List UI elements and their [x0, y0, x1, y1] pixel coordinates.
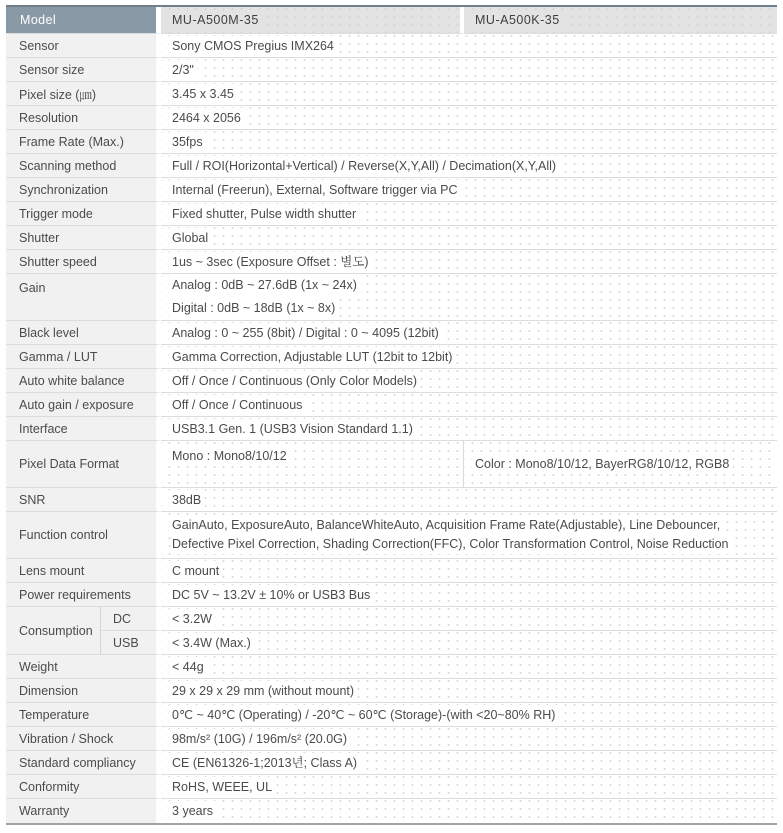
row-label — [6, 417, 161, 441]
row-label — [6, 655, 161, 679]
row-value-text: Sony CMOS Pregius IMX264 — [172, 38, 334, 53]
row-value-text: Color : Mono8/10/12, BayerRG8/10/12, RGB8 — [475, 457, 730, 471]
row-value — [161, 369, 777, 393]
row-label-text: Pixel size (㎛) — [19, 87, 97, 102]
row-label — [6, 345, 161, 369]
row-value-text: Off / Once / Continuous (Only Color Models) — [172, 373, 418, 388]
row-value-text: 2/3" — [172, 62, 194, 77]
row-value-text: < 44g — [172, 659, 204, 674]
spec-row — [6, 154, 777, 178]
row-value-text: 1us ~ 3sec (Exposure Offset : 별도) — [172, 254, 369, 269]
row-value — [161, 751, 777, 775]
row-label — [6, 488, 161, 512]
row-label-text: Vibration / Shock — [19, 731, 114, 746]
row-sublabel — [101, 607, 161, 631]
spec-row — [6, 106, 777, 130]
spec-row — [6, 583, 777, 607]
model-header-label — [6, 7, 161, 34]
row-value — [161, 417, 777, 441]
spec-row — [6, 369, 777, 393]
model-header-row — [6, 7, 777, 34]
row-label-text: Synchronization — [19, 182, 108, 197]
row-label-text: Sensor size — [19, 62, 85, 77]
row-value-text: 38dB — [172, 492, 202, 507]
spec-row — [6, 775, 777, 799]
row-value-text: CE (EN61326-1;2013년; Class A) — [172, 755, 358, 770]
row-value-text: C mount — [172, 563, 220, 578]
row-sublabel — [101, 631, 161, 655]
row-label-text: Auto gain / exposure — [19, 397, 134, 412]
spec-row — [6, 178, 777, 202]
row-value-text: Digital : 0dB ~ 18dB (1x ~ 8x) — [172, 301, 336, 315]
row-value-text: 98m/s² (10G) / 196m/s² (20.0G) — [172, 731, 348, 746]
spec-row — [6, 58, 777, 82]
row-value — [161, 154, 777, 178]
row-label — [6, 250, 161, 274]
value-line — [172, 274, 773, 297]
row-label-text: Lens mount — [19, 563, 85, 578]
row-value-text: 3.45 x 3.45 — [172, 86, 234, 101]
row-label-text: Function control — [19, 528, 108, 542]
row-sublabel-text: USB — [113, 635, 139, 650]
row-value — [161, 321, 777, 345]
spec-row — [6, 82, 777, 106]
row-value-text: Mono : Mono8/10/12 — [172, 449, 287, 463]
row-label-text: SNR — [19, 492, 46, 507]
row-label — [6, 154, 161, 178]
row-value-left — [161, 441, 464, 488]
row-value-right — [464, 441, 777, 488]
row-label-text: Frame Rate (Max.) — [19, 134, 124, 149]
spec-row — [6, 703, 777, 727]
row-value-text: 2464 x 2056 — [172, 110, 241, 125]
spec-row — [6, 512, 777, 559]
row-label — [6, 202, 161, 226]
row-value-text: < 3.2W — [172, 611, 212, 626]
row-value — [161, 799, 777, 823]
row-label — [6, 441, 161, 488]
row-label-text: Power requirements — [19, 587, 131, 602]
row-label — [6, 369, 161, 393]
spec-row — [6, 250, 777, 274]
spec-row — [6, 274, 777, 321]
row-label — [6, 799, 161, 823]
row-value-text: 0℃ ~ 40℃ (Operating) / -20℃ ~ 60℃ (Storage)-(with <20~80% RH) — [172, 707, 556, 722]
row-label — [6, 703, 161, 727]
spec-row — [6, 34, 777, 58]
row-value — [161, 106, 777, 130]
row-value-text: GainAuto, ExposureAuto, BalanceWhiteAuto, Acquisition Frame Rate(Adjustable), Line Debouncer, Defective Pixel Correction, Shading Correction(FFC), Color Transformation Control, Noise Reduction — [172, 518, 729, 551]
row-label-text: Interface — [19, 421, 68, 436]
row-value — [161, 250, 777, 274]
row-value — [161, 130, 777, 154]
row-sublabel-text: DC — [113, 611, 132, 626]
row-label-text: Scanning method — [19, 158, 117, 173]
model-name-color — [464, 7, 777, 34]
row-label — [6, 226, 161, 250]
row-value — [161, 82, 777, 106]
row-value-text: Analog : 0 ~ 255 (8bit) / Digital : 0 ~ 4095 (12bit) — [172, 325, 439, 340]
spec-row — [6, 321, 777, 345]
row-value — [161, 631, 777, 655]
row-label-text: Shutter — [19, 230, 60, 245]
row-label-text: Pixel Data Format — [19, 457, 120, 471]
row-label-text: Resolution — [19, 110, 79, 125]
row-value — [161, 679, 777, 703]
row-label — [6, 775, 161, 799]
spec-row — [6, 799, 777, 823]
model-name-color-text: MU-A500K-35 — [475, 13, 560, 27]
spec-row — [6, 751, 777, 775]
row-value — [161, 655, 777, 679]
model-header-label-text: Model — [20, 13, 57, 27]
spec-row — [6, 441, 777, 488]
row-value — [161, 488, 777, 512]
row-label — [6, 34, 161, 58]
row-label-text: Conformity — [19, 779, 80, 794]
row-value — [161, 345, 777, 369]
spec-row — [6, 679, 777, 703]
row-label-text: Standard compliancy — [19, 755, 136, 770]
row-label — [6, 58, 161, 82]
row-value-text: 3 years — [172, 804, 214, 818]
row-label-text: Dimension — [19, 683, 79, 698]
row-label-text: Black level — [19, 325, 79, 340]
row-value-text: Internal (Freerun), External, Software trigger via PC — [172, 182, 458, 197]
spec-row — [6, 655, 777, 679]
row-label — [6, 727, 161, 751]
row-value-text: Off / Once / Continuous — [172, 397, 303, 412]
row-label — [6, 512, 161, 559]
spec-row — [6, 607, 777, 631]
spec-row — [6, 345, 777, 369]
row-label-text: Temperature — [19, 707, 90, 722]
row-value-text: Gamma Correction, Adjustable LUT (12bit to 12bit) — [172, 349, 453, 364]
row-label-text: Consumption — [19, 623, 93, 638]
spec-row — [6, 130, 777, 154]
row-label — [6, 607, 101, 655]
row-label — [6, 130, 161, 154]
row-label-text: Shutter speed — [19, 254, 97, 269]
row-value — [161, 775, 777, 799]
spec-table — [6, 5, 777, 825]
row-value — [161, 58, 777, 82]
row-label — [6, 559, 161, 583]
row-value-text: 35fps — [172, 134, 203, 149]
row-value-text: DC 5V ~ 13.2V ± 10% or USB3 Bus — [172, 587, 371, 602]
value-line — [172, 297, 773, 320]
row-value — [161, 583, 777, 607]
row-label-text: Gamma / LUT — [19, 349, 98, 364]
row-label — [6, 393, 161, 417]
row-value-text: RoHS, WEEE, UL — [172, 779, 273, 794]
spec-row — [6, 727, 777, 751]
spec-row — [6, 559, 777, 583]
row-value — [161, 512, 777, 559]
row-label-text: Trigger mode — [19, 206, 93, 221]
row-value — [161, 703, 777, 727]
spec-row — [6, 226, 777, 250]
row-label — [6, 82, 161, 106]
row-value — [161, 727, 777, 751]
spec-row — [6, 202, 777, 226]
spec-table-body — [6, 34, 777, 823]
spec-row — [6, 488, 777, 512]
spec-row — [6, 417, 777, 441]
row-value-text: Full / ROI(Horizontal+Vertical) / Reverse(X,Y,All) / Decimation(X,Y,All) — [172, 158, 557, 173]
row-value — [161, 34, 777, 58]
spec-row — [6, 393, 777, 417]
row-label — [6, 178, 161, 202]
row-label-text: Sensor — [19, 38, 59, 53]
row-value — [161, 393, 777, 417]
row-label-text: Gain — [19, 281, 46, 295]
spec-row — [6, 631, 777, 655]
row-label — [6, 679, 161, 703]
row-label — [6, 274, 161, 321]
model-name-mono — [161, 7, 464, 34]
row-value — [161, 607, 777, 631]
row-value — [161, 178, 777, 202]
row-label — [6, 751, 161, 775]
row-value — [161, 202, 777, 226]
row-value-text: Analog : 0dB ~ 27.6dB (1x ~ 24x) — [172, 278, 357, 292]
row-label — [6, 106, 161, 130]
model-name-mono-text: MU-A500M-35 — [172, 13, 259, 27]
row-value-text: Fixed shutter, Pulse width shutter — [172, 206, 357, 221]
row-value-text: < 3.4W (Max.) — [172, 635, 251, 650]
row-label-text: Auto white balance — [19, 373, 125, 388]
row-label-text: Weight — [19, 659, 58, 674]
row-label — [6, 321, 161, 345]
row-label-text: Warranty — [19, 804, 70, 818]
row-label — [6, 583, 161, 607]
row-value-text: 29 x 29 x 29 mm (without mount) — [172, 683, 355, 698]
row-value — [161, 274, 777, 321]
row-value — [161, 559, 777, 583]
row-value-text: Global — [172, 230, 209, 245]
row-value-text: USB3.1 Gen. 1 (USB3 Vision Standard 1.1) — [172, 421, 413, 436]
row-value — [161, 226, 777, 250]
